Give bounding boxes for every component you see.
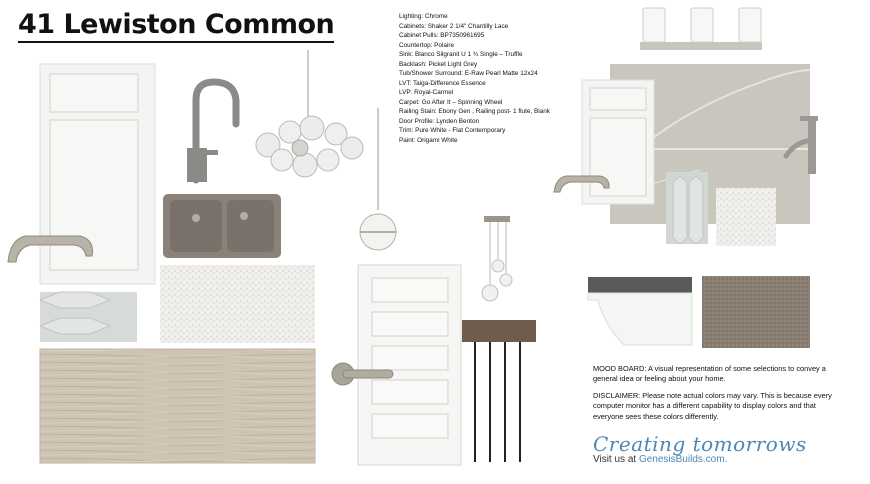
carpet-swatch — [702, 276, 810, 348]
sink-swatch — [163, 194, 281, 258]
spec-item: Sink: Blanco Silgranit U 1 ¾ Single – Truffle — [399, 51, 523, 58]
vanity-light-swatch — [640, 8, 762, 50]
website-link[interactable]: GenesisBuilds.com. — [638, 454, 728, 465]
lvp-swatch — [40, 349, 315, 463]
spec-item: Cabinet Pulls: BP7350961695 — [399, 32, 485, 39]
disclaimer-note: DISCLAIMER: Please note actual colors may vary. This is because every computer monitor has a different capability to display colors and that everyone sees these colors differently. — [593, 390, 832, 421]
brand-tagline: Creating tomorrows — [593, 432, 807, 456]
spec-item: Cabinets: Shaker 2 1/4" Chantilly Lace — [399, 22, 509, 30]
visit-prefix: Visit us at — [593, 454, 637, 465]
bath-cabinet-swatch — [582, 80, 654, 204]
door-swatch — [358, 265, 461, 465]
faucet-swatch — [187, 82, 236, 182]
mood-board-note: MOOD BOARD: A visual representation of some selections to convey a general idea or feeling about your home. — [593, 364, 826, 384]
trim-swatch — [588, 277, 692, 345]
bath-countertop-swatch — [716, 188, 776, 246]
spec-item: Door Profile: Lynden Benton — [399, 117, 480, 125]
spec-item: Trim: Pure White - Flat Contemporary — [399, 127, 506, 134]
spec-item: Backlash: Picket Light Grey — [399, 60, 478, 68]
bath-backsplash-swatch — [666, 172, 708, 244]
railing-swatch — [462, 320, 536, 462]
spec-item: Carpet: Go After It – Spinning Wheel — [399, 98, 503, 106]
spec-item: LVT: Taiga-Difference Essence — [399, 79, 486, 87]
cluster-pendant-swatch — [482, 216, 512, 301]
page-title: 41 Lewiston Common — [18, 10, 334, 43]
spec-item: Tub/Shower Surround: E-Raw Pearl Matte 12x24 — [399, 70, 538, 77]
spec-item: Paint: Origami White — [399, 136, 458, 144]
spec-item: Lighting: Chrome — [399, 13, 448, 20]
disclaimer-block — [593, 364, 843, 428]
spec-item: Countertop: Polaire — [399, 41, 455, 49]
backsplash-swatch — [40, 292, 137, 342]
brand-block — [593, 432, 807, 465]
cabinet-swatch — [40, 64, 155, 284]
spec-item: LVP: Royal-Carmel — [399, 89, 454, 96]
spec-item: Railing Stain: Ebony Gen , Railing post- 1 flute, Blank — [399, 108, 550, 115]
countertop-swatch — [160, 265, 315, 343]
chandelier-swatch — [256, 50, 363, 177]
pendant-swatch — [360, 108, 396, 250]
